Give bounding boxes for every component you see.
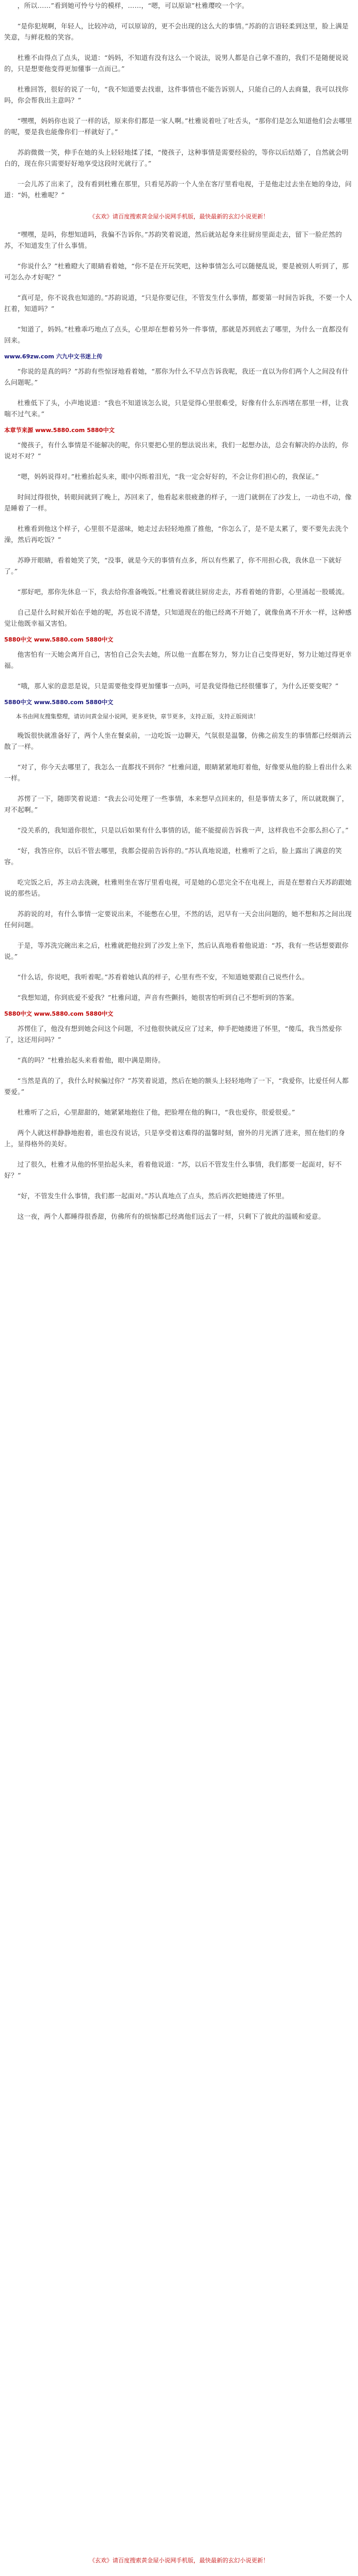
text-paragraph: 过了很久，杜雅才从他的怀里抬起头来，看着他说道：“苏，以后不管发生什么事情，我们都要一起面对，好不好？” xyxy=(4,1160,342,1179)
text-paragraph: “对了，你今天去哪里了，我怎么一直都找不到你？”杜雅问道，眼睛紧紧地盯着他，好像要从他的脸上看出什么来一样。 xyxy=(4,763,352,782)
text-paragraph: 苏愣住了，他没有想到她会问这个问题，不过他很快就反应了过来，伸手把她搂进了怀里，“傻瓜，我当然爱你了，这还用问吗？” xyxy=(4,1025,342,1044)
text-paragraph: 一会儿苏了出来了，没有看到杜雅在那里，只看见苏韵一个人坐在客厅里看电视，于是他走过去坐在她的身边，问道：“妈，杜雅呢？” xyxy=(4,180,352,199)
source-watermark: 5880中文 www.5880.com 5880中文 xyxy=(4,636,114,643)
text-paragraph: 苏愣了一下，随即笑着说道：“我去公司处理了一些事情，本来想早点回来的，但是事情太多了，所以就耽搁了，对不起啊。” xyxy=(4,795,349,814)
text-paragraph: 时间过得很快，转眼间就到了晚上，苏回来了，他看起来很疲惫的样子，一进门就倒在了沙发上，一动也不动，像是睡着了一样。 xyxy=(4,493,352,512)
text-paragraph: “嘿嘿，是吗，你想知道吗，我偏不告诉你。”苏韵笑着说道，然后就站起身来往厨房里面走去，留下一脸茫然的苏，不知道发生了什么事情。 xyxy=(4,230,342,249)
text-paragraph: “傻孩子，有什么事情是不能解决的呢，你只要把心里的想法说出来，我们一起想办法，总会有解决的办法的，你说对不对？” xyxy=(4,441,349,460)
text-paragraph: “哦，那人家的意思是说，只是需要他变得更加懂事一点吗，可是我觉得他已经很懂事了，为什么还要变呢？” xyxy=(17,682,339,690)
text-paragraph: “当然是真的了，我什么时候骗过你？”苏笑着说道，然后在她的额头上轻轻地吻了一下，“我爱你，比爱任何人都要爱。” xyxy=(4,1077,349,1096)
text-paragraph: 他害怕有一天她会离开自己，害怕自己会失去她，所以他一直都在努力，努力让自己变得更好，努力让她过得更幸福。 xyxy=(4,650,352,669)
text-paragraph: “知道了，妈妈。”杜雅乖巧地点了点头，心里却在想着另外一件事情，那就是苏到底去了哪里，为什么一直都没有回来。 xyxy=(4,325,349,344)
text-paragraph: 杜雅看到他这个样子，心里很不是滋味，她走过去轻轻地推了推他，“你怎么了，是不是太累了，要不要先去洗个澡，然后再吃饭？” xyxy=(4,525,349,544)
text-paragraph: 杜雅低下了头，小声地说道：“我也不知道该怎么说，只是觉得心里很难受，好像有什么东西堵在那里一样，让我喘不过气来。” xyxy=(4,399,349,418)
text-paragraph: “是你犯规啊，年轻人，比较冲动，可以原谅的，更不会出现的这么大的事情。”苏韵的言语轻柔到这里，脸上满是笑意，与鲜花般的笑容。 xyxy=(4,22,349,41)
text-paragraph: 两个人就这样静静地抱着，谁也没有说话，只是享受着这难得的温馨时刻，窗外的月光洒了进来，照在他们的身上，显得格外的美好。 xyxy=(4,1129,345,1148)
text-paragraph: “嗯，妈妈说得对。”杜雅抬起头来，眼中闪烁着泪光，“我一定会好好的，不会让你们担心的，我保证。” xyxy=(17,473,319,480)
text-paragraph: 于是，等苏洗完碗出来之后，杜雅就把他拉到了沙发上坐下，然后认真地看着他说道：“苏，我有一些话想要跟你说。” xyxy=(4,941,349,960)
text-paragraph: 杜雅回答，很好的说了一句，“我不知道要去找谁，这件事情也不能告诉别人，只能自己的人去商量，我可以找你吗，你会帮我出主意吗？” xyxy=(4,85,349,104)
text-paragraph: ，所以……”看到她可怜兮兮的模样，……，“嗯，可以原谅”杜雅璎咬一个字。 xyxy=(17,2,248,9)
source-watermark: 5880中文 www.5880.com 5880中文 xyxy=(4,699,114,706)
text-paragraph: “那好吧，那你先休息一下，我去给你准备晚饭。”杜雅说着就往厨房走去，苏看着她的背影，心里涌起一股暖流。 xyxy=(17,588,349,596)
source-watermark: 5880中文 www.5880.com 5880中文 xyxy=(4,1010,114,1017)
text-paragraph: “真可是，你不说我也知道的。”苏韵说道，“只是你要记住，不管发生什么事情，都要第一时间告诉我，不要一个人扛着，知道吗？” xyxy=(4,294,352,313)
text-paragraph: “没关系的，我知道你很忙，只是以后如果有什么事情的话，能不能提前告诉我一声，这样我也不会那么担心了。” xyxy=(17,826,349,834)
text-paragraph: 苏韵说的对，有什么事情一定要说出来，不能憋在心里，不然的话，迟早有一天会出问题的，她不想和苏之间出现任何问题。 xyxy=(4,910,352,929)
text-paragraph: “好，我答应你，以后不管去哪里，我都会提前告诉你的。”苏认真地说道，杜雅听了之后，脸上露出了满意的笑容。 xyxy=(4,847,342,866)
text-paragraph: 晚饭很快就准备好了，两个人坐在餐桌前，一边吃饭一边聊天，气氛很是温馨，仿佛之前发生的事情都已经烟消云散了一样。 xyxy=(4,731,352,750)
text-paragraph: 苏睁开眼睛，看着她笑了笑，“没事，就是今天的事情有点多，所以有些累了，你不用担心我，我休息一下就好了。” xyxy=(4,556,342,575)
text-paragraph: 自己是什么时候开始在乎她的呢，苏也说不清楚，只知道现在的他已经离不开她了，就像鱼离不开水一样，这种感觉让他既幸福又害怕。 xyxy=(4,608,352,627)
text-paragraph: “你说的是真的吗？”苏韵有些惊讶地看着她，“那你为什么不早点告诉我呢，我还一直以为你们两个人之间没有什么问题呢。” xyxy=(4,367,349,386)
source-watermark: 本章节来源 www.5880.com 5880中文 xyxy=(4,427,115,434)
text-paragraph: “你说什么？”杜雅瞪大了眼睛看着她，“你不是在开玩笑吧，这种事情怎么可以随便乱说，要是被别人听到了，那可怎么办才好呢？” xyxy=(4,262,349,281)
text-paragraph: “我想知道，你到底爱不爱我？”杜雅问道，声音有些颤抖，她很害怕听到自己不想听到的答案。 xyxy=(17,994,299,1001)
text-paragraph: “真的吗？”杜雅抬起头来看着他，眼中满是期待。 xyxy=(17,1056,165,1064)
text-paragraph: 苏韵微微一笑，伸手在她的头上轻轻地揉了揉，“傻孩子，这种事情是需要经验的，等你以后结婚了，自然就会明白的，现在你只需要好好地享受这段时光就行了。” xyxy=(4,148,349,167)
text-paragraph: 这一夜，两个人都睡得很香甜，仿佛所有的烦恼都已经离他们远去了一样，只剩下了彼此的温暖和爱意。 xyxy=(17,1212,325,1220)
text-paragraph: “好，不管发生什么事情，我们都一起面对。”苏认真地点了点头，然后再次把她搂进了怀里。 xyxy=(17,1192,289,1200)
source-watermark: www.69zw.com 六九中文书迷上传 xyxy=(4,353,103,360)
promo-link-bottom[interactable]: 《玄欢》请百度搜索黄金屋小说网手机版，最快最新的玄幻小说更新！ xyxy=(89,2557,269,2564)
text-paragraph: “嘿嘿，妈妈你也说了一样的话，原来你们都是一家人啊。”杜雅说着吐了吐舌头，“那你们是怎么知道他们会去哪里的呢，要是我也能像你们一样就好了。” xyxy=(4,117,352,136)
promo-link-top[interactable]: 《玄欢》请百度搜索黄金屋小说网手机版，最快最新的玄幻小说更新！ xyxy=(89,213,269,220)
text-paragraph: “什么话，你说吧，我听着呢。”苏看着她认真的样子，心里有些不安，不知道她要跟自己说些什么。 xyxy=(17,973,309,981)
site-notice: 本书由网友搜集整理，请访问黄金屋小说网，更多更快，章节更多，支持正版，支持正版阅读！ xyxy=(16,713,259,720)
text-paragraph: 杜雅听了之后，心里甜甜的，她紧紧地抱住了他，把脸埋在他的胸口，“我也爱你，很爱很爱。” xyxy=(17,1108,295,1116)
text-paragraph: 吃完饭之后，苏主动去洗碗，杜雅则坐在客厅里看电视，可是她的心思完全不在电视上，而是在想着白天苏韵跟她说的那些话。 xyxy=(4,878,352,897)
text-paragraph: 杜雅不由得点了点头，说道：“妈妈，不知道有没有这么一个说法，说男人都是自己拿不准的，我们不是随便说说的，只是想要他变得更加懂事一点而已。” xyxy=(4,54,349,73)
